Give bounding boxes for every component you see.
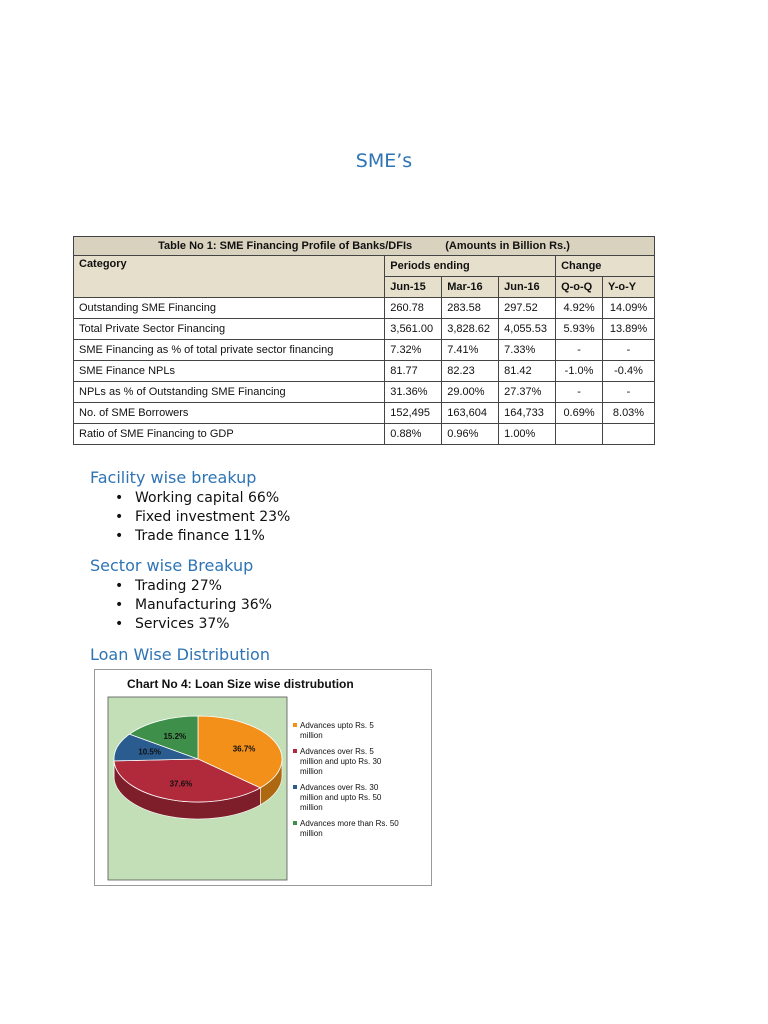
column-header: Y-o-Y: [603, 277, 655, 298]
pie-data-label: 36.7%: [232, 744, 256, 754]
table-row: [74, 424, 655, 445]
table-cell: 283.58: [442, 298, 499, 319]
table-caption: [74, 237, 655, 256]
table-cell: -0.4%: [603, 361, 655, 382]
table-cell: 152,495: [385, 403, 442, 424]
table-cell: 297.52: [499, 298, 556, 319]
table-cell: 1.00%: [499, 424, 556, 445]
table-row: [74, 298, 655, 319]
table-cell: 260.78: [385, 298, 442, 319]
loan-heading: Loan Wise Distribution: [90, 645, 270, 664]
sector-list: [115, 577, 272, 634]
legend-label-line: Advances over Rs. 30: [300, 783, 379, 792]
table-cell: -: [556, 382, 603, 403]
column-header: Q-o-Q: [556, 277, 603, 298]
pie-data-label: 15.2%: [163, 732, 187, 742]
table-cell: 0.69%: [556, 403, 603, 424]
table-row: [74, 403, 655, 424]
table-caption-units: (Amounts in Billion Rs.): [445, 240, 570, 252]
sector-heading: Sector wise Breakup: [90, 556, 254, 575]
table-cell: 7.32%: [385, 340, 442, 361]
row-category: Total Private Sector Financing: [74, 319, 385, 340]
facility-heading: Facility wise breakup: [90, 468, 257, 487]
list-item: • Manufacturing 36%: [115, 596, 272, 615]
table-cell: 82.23: [442, 361, 499, 382]
page-title: SME’s: [355, 150, 413, 172]
table-row: [74, 361, 655, 382]
list-item: • Working capital 66%: [115, 489, 290, 508]
table-row: [74, 382, 655, 403]
table-cell: 8.03%: [603, 403, 655, 424]
table-cell: -: [603, 340, 655, 361]
legend-label: [300, 747, 382, 776]
table-cell: 5.93%: [556, 319, 603, 340]
legend-label-line: Advances upto Rs. 5: [300, 721, 374, 730]
legend-label-line: million and upto Rs. 50: [300, 793, 382, 802]
table-cell: 164,733: [499, 403, 556, 424]
list-item: • Fixed investment 23%: [115, 508, 290, 527]
legend-label-line: million: [300, 829, 323, 838]
legend-label-line: Advances over Rs. 5: [300, 747, 374, 756]
table-cell: 3,561.00: [385, 319, 442, 340]
legend-label-line: million and upto Rs. 30: [300, 757, 382, 766]
row-category: SME Finance NPLs: [74, 361, 385, 382]
list-item: • Trade finance 11%: [115, 527, 290, 546]
table-cell: 0.88%: [385, 424, 442, 445]
row-category: No. of SME Borrowers: [74, 403, 385, 424]
periods-header: Periods ending: [385, 256, 556, 277]
chart-legend: [293, 721, 399, 838]
table-cell: 81.42: [499, 361, 556, 382]
table-cell: [603, 424, 655, 445]
legend-label-line: million: [300, 731, 323, 740]
row-category: SME Financing as % of total private sector financing: [74, 340, 385, 361]
table-cell: 163,604: [442, 403, 499, 424]
legend-label: [300, 819, 399, 838]
legend-swatch: [293, 821, 297, 825]
row-category: Ratio of SME Financing to GDP: [74, 424, 385, 445]
category-header: Category: [74, 256, 385, 298]
loan-size-chart: [94, 669, 432, 886]
table-cell: 29.00%: [442, 382, 499, 403]
table-cell: 7.41%: [442, 340, 499, 361]
row-category: NPLs as % of Outstanding SME Financing: [74, 382, 385, 403]
table-caption-title: Table No 1: SME Financing Profile of Banks/DFIs: [158, 240, 413, 252]
pie-data-label: 37.6%: [169, 779, 193, 789]
pie-data-label: 10.5%: [138, 747, 161, 757]
legend-label: [300, 783, 382, 812]
table-cell: 81.77: [385, 361, 442, 382]
facility-list: [115, 489, 290, 546]
table-cell: -1.0%: [556, 361, 603, 382]
legend-label-line: Advances more than Rs. 50: [300, 819, 399, 828]
legend-label-line: million: [300, 767, 323, 776]
table-cell: 13.89%: [603, 319, 655, 340]
legend-label: [300, 721, 374, 740]
table-row: [74, 319, 655, 340]
column-header: Jun-15: [385, 277, 442, 298]
table-cell: 0.96%: [442, 424, 499, 445]
table-cell: 4,055.53: [499, 319, 556, 340]
table-cell: 27.37%: [499, 382, 556, 403]
list-item: • Services 37%: [115, 615, 272, 634]
table-cell: 4.92%: [556, 298, 603, 319]
legend-swatch: [293, 749, 297, 753]
sme-financing-table: [73, 236, 655, 445]
table-cell: [556, 424, 603, 445]
list-item: • Trading 27%: [115, 577, 272, 596]
table-cell: 7.33%: [499, 340, 556, 361]
legend-label-line: million: [300, 803, 323, 812]
pie-slices: [114, 716, 282, 819]
table-cell: -: [556, 340, 603, 361]
legend-swatch: [293, 723, 297, 727]
column-header: Mar-16: [442, 277, 499, 298]
table-row: [74, 340, 655, 361]
pie-chart-svg: [95, 670, 431, 885]
table-cell: 31.36%: [385, 382, 442, 403]
table-cell: 3,828.62: [442, 319, 499, 340]
row-category: Outstanding SME Financing: [74, 298, 385, 319]
legend-swatch: [293, 785, 297, 789]
table-cell: -: [603, 382, 655, 403]
change-header: Change: [556, 256, 655, 277]
chart-title: Chart No 4: Loan Size wise distrubution: [127, 677, 354, 691]
column-header: Jun-16: [499, 277, 556, 298]
table-cell: 14.09%: [603, 298, 655, 319]
